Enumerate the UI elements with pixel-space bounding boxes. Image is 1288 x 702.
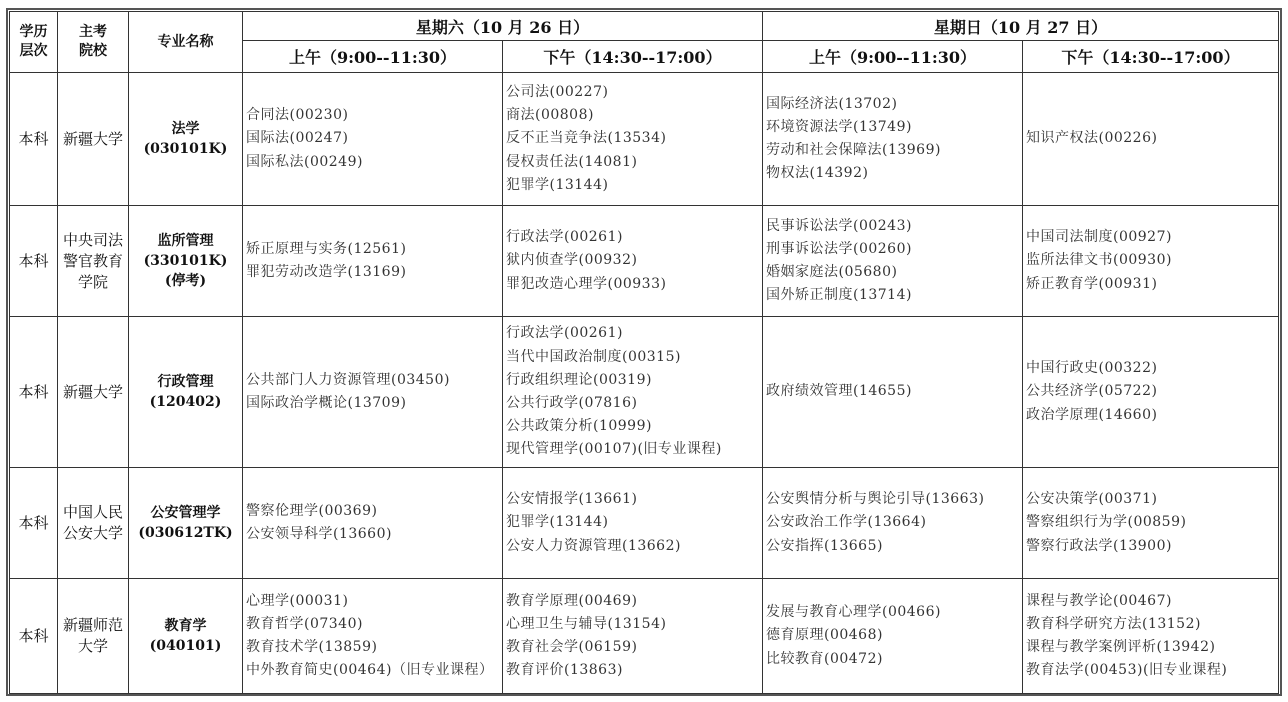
course-item: 公共政策分析(10999) — [506, 418, 652, 435]
course-item: 教育科学研究方法(13152) — [1026, 615, 1201, 632]
header-day-sunday: 星期日（10 月 27 日） — [763, 12, 1279, 41]
host-school-line: 新疆大学 — [62, 382, 123, 401]
course-item: 国际经济法(13702) — [766, 95, 898, 112]
course-item: 公安指挥(13665) — [766, 537, 883, 554]
course-item: 矫正原理与实务(12561) — [246, 240, 407, 257]
course-item: 公安情报学(13661) — [506, 491, 638, 508]
major-name-line: 监所管理 — [157, 233, 214, 249]
table-row — [10, 317, 1279, 468]
course-item: 矫正教育学(00931) — [1026, 275, 1158, 292]
course-item: 心理学(00031) — [246, 592, 349, 609]
table-row — [10, 206, 1279, 317]
course-item: 课程与教学论(00467) — [1026, 592, 1172, 609]
course-item: 犯罪学(13144) — [506, 514, 609, 531]
course-item: 中外教育简史(00464)（旧专业课程） — [246, 662, 494, 679]
education-level: 本科 — [10, 579, 58, 694]
education-level: 本科 — [10, 468, 58, 579]
session-sat-afternoon — [503, 73, 763, 206]
course-item: 反不正当竞争法(13534) — [506, 130, 667, 147]
host-school-line: 新疆师范 — [62, 616, 123, 634]
course-item: 比较教育(00472) — [766, 650, 883, 667]
session-sat-morning — [243, 579, 503, 694]
major-name-line: 行政管理 — [157, 374, 214, 390]
major-name-line: 公安管理学 — [150, 505, 221, 521]
host-school — [58, 206, 129, 317]
header-major: 专业名称 — [129, 12, 243, 73]
course-item: 国际政治学概论(13709) — [246, 395, 407, 411]
course-item: 警察行政法学(13900) — [1026, 537, 1172, 554]
course-item: 物权法(14392) — [766, 165, 869, 182]
education-level: 本科 — [10, 73, 58, 206]
education-level: 本科 — [10, 206, 58, 317]
major-name — [129, 579, 243, 694]
session-sat-afternoon — [503, 317, 763, 468]
major-name-line: 教育学 — [164, 618, 207, 634]
course-item: 教育技术学(13859) — [246, 639, 378, 655]
course-item: 教育哲学(07340) — [246, 615, 363, 632]
course-item: 监所法律文书(00930) — [1026, 252, 1172, 269]
course-item: 罪犯劳动改造学(13169) — [246, 264, 407, 280]
course-item: 犯罪学(13144) — [506, 176, 609, 193]
session-sun-morning — [763, 206, 1023, 317]
education-level: 本科 — [10, 317, 58, 468]
session-sat-afternoon — [503, 206, 763, 317]
course-item: 公安舆情分析与舆论引导(13663) — [766, 491, 985, 508]
exam-schedule-frame — [6, 8, 1282, 696]
course-item: 中国司法制度(00927) — [1026, 229, 1172, 246]
session-sat-afternoon — [503, 468, 763, 579]
session-sat-morning — [243, 73, 503, 206]
course-item: 心理卫生与辅导(13154) — [506, 615, 667, 632]
course-item: 公安政治工作学(13664) — [766, 514, 927, 531]
course-item: 侵权责任法(14081) — [506, 153, 638, 170]
course-item: 教育法学(00453)(旧专业课程) — [1026, 662, 1228, 679]
course-item: 政府绩效管理(14655) — [766, 383, 912, 400]
host-school-line: 大学 — [77, 637, 108, 655]
course-item: 教育社会学(06159) — [506, 639, 638, 655]
course-item: 教育评价(13863) — [506, 662, 623, 679]
course-item: 刑事诉讼法学(00260) — [766, 240, 912, 257]
session-sun-morning — [763, 579, 1023, 694]
course-item: 当代中国政治制度(00315) — [506, 348, 681, 365]
header-school-line: 院校 — [79, 43, 107, 59]
course-item: 警察伦理学(00369) — [246, 502, 378, 519]
major-name-line: (停考) — [164, 273, 207, 289]
host-school-line: 中央司法 — [62, 230, 123, 249]
course-item: 中国行政史(00322) — [1026, 360, 1158, 377]
header-day-saturday: 星期六（10 月 26 日） — [243, 12, 763, 41]
header-sat-morning: 上午（9:00--11:30） — [243, 41, 503, 73]
header-level-line: 层次 — [19, 43, 48, 59]
session-sun-afternoon — [1023, 73, 1279, 206]
course-item: 环境资源法学(13749) — [766, 118, 912, 135]
course-item: 商法(00808) — [506, 107, 594, 124]
table-row — [10, 73, 1279, 206]
course-item: 行政组织理论(00319) — [506, 371, 652, 388]
session-sun-morning — [763, 317, 1023, 468]
major-name-line: (040101) — [149, 638, 222, 654]
header-sun-morning: 上午（9:00--11:30） — [763, 41, 1023, 73]
course-item: 发展与教育心理学(00466) — [766, 604, 941, 621]
course-item: 公安领导科学(13660) — [246, 526, 392, 542]
session-sat-morning — [243, 206, 503, 317]
course-item: 劳动和社会保障法(13969) — [766, 142, 941, 158]
session-sat-afternoon — [503, 579, 763, 694]
course-item: 公共部门人力资源管理(03450) — [246, 371, 450, 388]
header-sat-afternoon: 下午（14:30--17:00） — [503, 41, 763, 73]
major-name — [129, 317, 243, 468]
course-item: 民事诉讼法学(00243) — [766, 217, 912, 234]
session-sat-morning — [243, 317, 503, 468]
header-level-line: 学历 — [19, 24, 48, 40]
major-name — [129, 468, 243, 579]
course-item: 课程与教学案例评析(13942) — [1026, 639, 1216, 655]
course-item: 公共行政学(07816) — [506, 395, 638, 411]
course-item: 婚姻家庭法(05680) — [766, 264, 898, 280]
host-school-line: 警官教育 — [62, 251, 123, 270]
course-item: 现代管理学(00107)(旧专业课程) — [506, 441, 722, 458]
course-item: 公共经济学(05722) — [1026, 383, 1158, 400]
major-name-line: (030612TK) — [138, 525, 233, 541]
header-level — [10, 12, 58, 73]
host-school-line: 公安大学 — [62, 524, 123, 542]
host-school-line: 新疆大学 — [62, 129, 123, 148]
session-sun-afternoon — [1023, 206, 1279, 317]
session-sun-afternoon — [1023, 468, 1279, 579]
course-item: 国际法(00247) — [246, 130, 349, 147]
course-item: 公司法(00227) — [506, 83, 609, 100]
session-sun-afternoon — [1023, 317, 1279, 468]
table-row — [10, 468, 1279, 579]
host-school — [58, 317, 129, 468]
course-item: 国外矫正制度(13714) — [766, 287, 912, 304]
course-item: 行政法学(00261) — [506, 229, 623, 246]
course-item: 行政法学(00261) — [506, 325, 623, 342]
course-item: 警察组织行为学(00859) — [1026, 514, 1187, 531]
exam-schedule-table — [9, 11, 1279, 694]
session-sun-morning — [763, 73, 1023, 206]
course-item: 狱内侦查学(00932) — [506, 252, 638, 269]
table-row — [10, 579, 1279, 694]
major-name — [129, 73, 243, 206]
host-school-line: 学院 — [77, 272, 108, 291]
course-item: 合同法(00230) — [246, 107, 349, 124]
header-sun-afternoon: 下午（14:30--17:00） — [1023, 41, 1279, 73]
course-item: 教育学原理(00469) — [506, 592, 638, 609]
course-item: 公安人力资源管理(13662) — [506, 537, 681, 554]
major-name-line: 法学 — [171, 121, 200, 137]
major-name-line: (030101K) — [143, 141, 228, 157]
host-school — [58, 468, 129, 579]
major-name-line: (120402) — [149, 394, 222, 410]
header-school-line: 主考 — [79, 24, 107, 40]
session-sun-afternoon — [1023, 579, 1279, 694]
course-item: 德育原理(00468) — [766, 627, 883, 644]
course-item: 公安决策学(00371) — [1026, 491, 1158, 508]
host-school — [58, 73, 129, 206]
header-school — [58, 12, 129, 73]
course-item: 知识产权法(00226) — [1026, 130, 1158, 147]
course-item: 政治学原理(14660) — [1026, 406, 1158, 423]
course-item: 罪犯改造心理学(00933) — [506, 275, 667, 292]
session-sat-morning — [243, 468, 503, 579]
major-name-line: (330101K) — [143, 253, 228, 269]
course-item: 国际私法(00249) — [246, 153, 363, 170]
host-school-line: 中国人民 — [62, 503, 123, 521]
host-school — [58, 579, 129, 694]
major-name — [129, 206, 243, 317]
session-sun-morning — [763, 468, 1023, 579]
